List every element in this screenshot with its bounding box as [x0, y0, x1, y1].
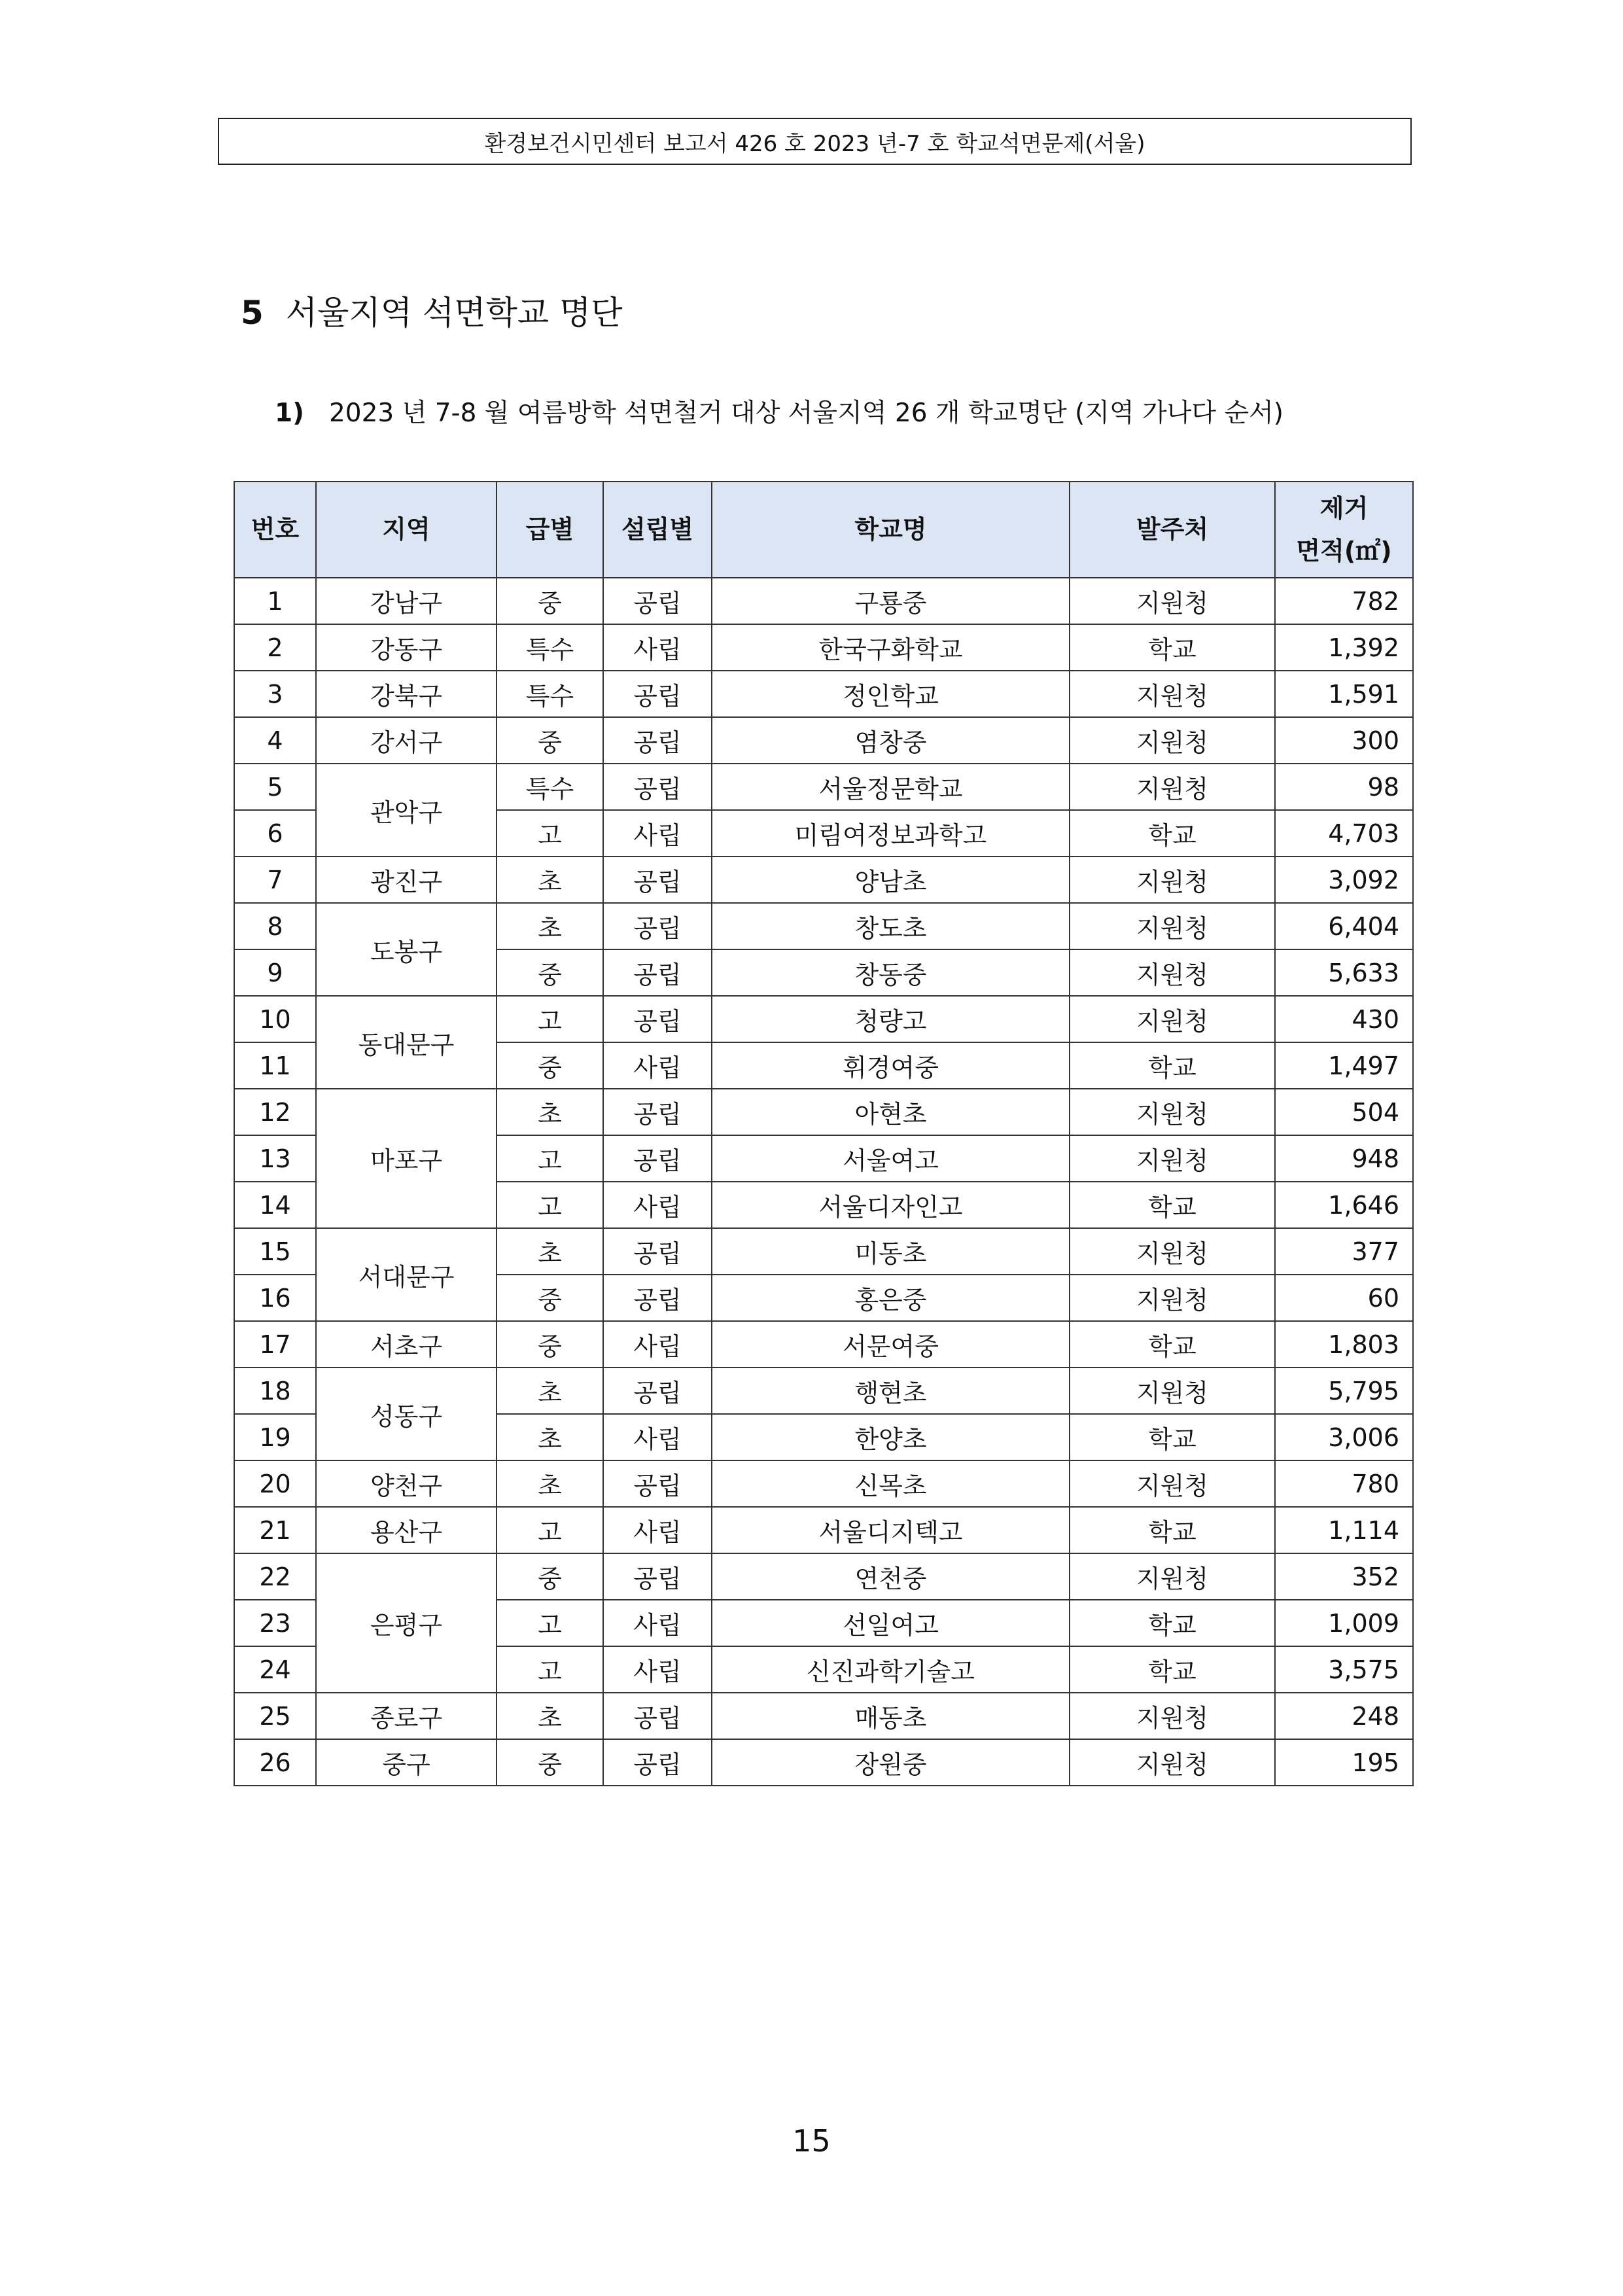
cell-level: 중: [497, 717, 603, 764]
table-row: [234, 1507, 1413, 1553]
table-row: [234, 903, 1413, 949]
school-list-table: [234, 481, 1414, 1786]
cell-school: 서울여고: [712, 1135, 1070, 1182]
cell-no: 4: [234, 717, 316, 764]
cell-school: 서울디지텍고: [712, 1507, 1070, 1553]
cell-area: 1,009: [1275, 1600, 1413, 1646]
cell-type: 공립: [603, 857, 712, 903]
cell-school: 창도초: [712, 903, 1070, 949]
cell-type: 공립: [603, 1368, 712, 1414]
cell-client: 학교: [1070, 1600, 1275, 1646]
cell-area: 782: [1275, 578, 1413, 624]
cell-client: 지원청: [1070, 671, 1275, 717]
cell-area: 300: [1275, 717, 1413, 764]
cell-client: 지원청: [1070, 857, 1275, 903]
cell-area: 504: [1275, 1089, 1413, 1135]
cell-client: 지원청: [1070, 578, 1275, 624]
cell-level: 고: [497, 1507, 603, 1553]
cell-level: 초: [497, 1089, 603, 1135]
cell-level: 중: [497, 1739, 603, 1786]
cell-type: 사립: [603, 1600, 712, 1646]
cell-no: 10: [234, 996, 316, 1042]
cell-area: 1,497: [1275, 1042, 1413, 1089]
table-row: [234, 671, 1413, 717]
header-type: 설립별: [603, 482, 712, 578]
cell-no: 8: [234, 903, 316, 949]
header-region: 지역: [316, 482, 497, 578]
cell-level: 중: [497, 949, 603, 996]
cell-type: 사립: [603, 1507, 712, 1553]
cell-client: 지원청: [1070, 717, 1275, 764]
table-row: [234, 996, 1413, 1042]
cell-region: 도봉구: [316, 903, 497, 996]
cell-level: 중: [497, 1042, 603, 1089]
cell-school: 정인학교: [712, 671, 1070, 717]
table-header-row: [234, 482, 1413, 578]
cell-region: 양천구: [316, 1460, 497, 1507]
cell-client: 지원청: [1070, 1553, 1275, 1600]
cell-client: 학교: [1070, 1321, 1275, 1368]
cell-school: 신목초: [712, 1460, 1070, 1507]
cell-type: 공립: [603, 1228, 712, 1275]
cell-no: 2: [234, 624, 316, 671]
cell-area: 248: [1275, 1693, 1413, 1739]
header-client: 발주처: [1070, 482, 1275, 578]
cell-region: 중구: [316, 1739, 497, 1786]
cell-school: 선일여고: [712, 1600, 1070, 1646]
cell-no: 25: [234, 1693, 316, 1739]
section-heading: [241, 287, 623, 334]
cell-type: 사립: [603, 810, 712, 857]
cell-type: 공립: [603, 1693, 712, 1739]
subsection-heading: [275, 393, 1283, 429]
cell-area: 195: [1275, 1739, 1413, 1786]
cell-level: 중: [497, 1321, 603, 1368]
cell-type: 공립: [603, 671, 712, 717]
cell-school: 신진과학기술고: [712, 1646, 1070, 1693]
cell-client: 지원청: [1070, 1135, 1275, 1182]
cell-school: 청량고: [712, 996, 1070, 1042]
cell-type: 공립: [603, 996, 712, 1042]
header-level: 급별: [497, 482, 603, 578]
cell-region: 동대문구: [316, 996, 497, 1089]
cell-region: 강동구: [316, 624, 497, 671]
cell-no: 15: [234, 1228, 316, 1275]
cell-no: 21: [234, 1507, 316, 1553]
cell-region: 마포구: [316, 1089, 497, 1228]
cell-area: 6,404: [1275, 903, 1413, 949]
cell-level: 중: [497, 1553, 603, 1600]
cell-no: 17: [234, 1321, 316, 1368]
cell-level: 초: [497, 903, 603, 949]
table-row: [234, 624, 1413, 671]
cell-client: 지원청: [1070, 1228, 1275, 1275]
cell-school: 창동중: [712, 949, 1070, 996]
cell-no: 6: [234, 810, 316, 857]
cell-client: 학교: [1070, 810, 1275, 857]
cell-client: 지원청: [1070, 1275, 1275, 1321]
cell-client: 학교: [1070, 1182, 1275, 1228]
cell-no: 20: [234, 1460, 316, 1507]
cell-client: 학교: [1070, 1042, 1275, 1089]
cell-type: 공립: [603, 1089, 712, 1135]
report-header: [218, 118, 1412, 165]
cell-area: 1,803: [1275, 1321, 1413, 1368]
section-title-text: 서울지역 석면학교 명단: [285, 294, 623, 332]
cell-no: 16: [234, 1275, 316, 1321]
cell-type: 사립: [603, 1646, 712, 1693]
header-area: [1275, 482, 1413, 578]
cell-type: 공립: [603, 1460, 712, 1507]
header-no: 번호: [234, 482, 316, 578]
cell-region: 은평구: [316, 1553, 497, 1693]
cell-client: 지원청: [1070, 1368, 1275, 1414]
subsection-title-text: 2023 년 7-8 월 여름방학 석면철거 대상 서울지역 26 개 학교명단 (지역 가나다 순서): [328, 398, 1284, 428]
cell-school: 염창중: [712, 717, 1070, 764]
cell-no: 12: [234, 1089, 316, 1135]
cell-area: 60: [1275, 1275, 1413, 1321]
cell-school: 연천중: [712, 1553, 1070, 1600]
cell-school: 행현초: [712, 1368, 1070, 1414]
table-body: [234, 578, 1413, 1786]
cell-level: 특수: [497, 764, 603, 810]
cell-area: 1,392: [1275, 624, 1413, 671]
cell-client: 학교: [1070, 1646, 1275, 1693]
cell-school: 서문여중: [712, 1321, 1070, 1368]
cell-school: 한국구화학교: [712, 624, 1070, 671]
cell-client: 지원청: [1070, 764, 1275, 810]
cell-area: 377: [1275, 1228, 1413, 1275]
cell-no: 18: [234, 1368, 316, 1414]
cell-region: 강북구: [316, 671, 497, 717]
cell-no: 26: [234, 1739, 316, 1786]
cell-school: 양남초: [712, 857, 1070, 903]
table-row: [234, 1693, 1413, 1739]
cell-client: 지원청: [1070, 1739, 1275, 1786]
cell-level: 초: [497, 1693, 603, 1739]
section-number: 5: [241, 294, 264, 332]
cell-client: 지원청: [1070, 903, 1275, 949]
header-area-line2: 면적(㎡): [1296, 536, 1392, 565]
cell-level: 중: [497, 578, 603, 624]
cell-school: 미동초: [712, 1228, 1070, 1275]
table-row: [234, 717, 1413, 764]
cell-client: 지원청: [1070, 949, 1275, 996]
cell-area: 3,092: [1275, 857, 1413, 903]
cell-no: 1: [234, 578, 316, 624]
cell-type: 사립: [603, 624, 712, 671]
cell-client: 지원청: [1070, 1089, 1275, 1135]
cell-no: 14: [234, 1182, 316, 1228]
header-school: 학교명: [712, 482, 1070, 578]
cell-area: 1,591: [1275, 671, 1413, 717]
cell-no: 24: [234, 1646, 316, 1693]
cell-no: 23: [234, 1600, 316, 1646]
cell-school: 휘경여중: [712, 1042, 1070, 1089]
table-row: [234, 857, 1413, 903]
cell-type: 공립: [603, 903, 712, 949]
table-row: [234, 1553, 1413, 1600]
cell-area: 5,795: [1275, 1368, 1413, 1414]
cell-area: 352: [1275, 1553, 1413, 1600]
cell-school: 서울디자인고: [712, 1182, 1070, 1228]
cell-region: 서초구: [316, 1321, 497, 1368]
cell-no: 11: [234, 1042, 316, 1089]
cell-area: 3,575: [1275, 1646, 1413, 1693]
cell-level: 고: [497, 996, 603, 1042]
table-row: [234, 1228, 1413, 1275]
cell-no: 19: [234, 1414, 316, 1460]
cell-level: 고: [497, 1182, 603, 1228]
cell-no: 22: [234, 1553, 316, 1600]
cell-level: 초: [497, 1460, 603, 1507]
subsection-number: 1): [275, 398, 304, 428]
cell-region: 성동구: [316, 1368, 497, 1460]
cell-region: 용산구: [316, 1507, 497, 1553]
cell-area: 4,703: [1275, 810, 1413, 857]
table-row: [234, 578, 1413, 624]
table-row: [234, 764, 1413, 810]
cell-level: 고: [497, 1600, 603, 1646]
cell-type: 공립: [603, 1739, 712, 1786]
cell-area: 98: [1275, 764, 1413, 810]
header-area-line1: 제거: [1319, 493, 1369, 523]
cell-no: 13: [234, 1135, 316, 1182]
cell-type: 사립: [603, 1321, 712, 1368]
cell-region: 관악구: [316, 764, 497, 857]
page-number: 15: [792, 2123, 831, 2159]
cell-level: 고: [497, 1135, 603, 1182]
cell-level: 초: [497, 1414, 603, 1460]
cell-school: 미림여정보과학고: [712, 810, 1070, 857]
cell-no: 7: [234, 857, 316, 903]
cell-client: 지원청: [1070, 996, 1275, 1042]
cell-type: 공립: [603, 1135, 712, 1182]
cell-school: 서울정문학교: [712, 764, 1070, 810]
cell-level: 특수: [497, 624, 603, 671]
cell-level: 고: [497, 1646, 603, 1693]
table-row: [234, 1460, 1413, 1507]
cell-type: 공립: [603, 717, 712, 764]
cell-type: 사립: [603, 1182, 712, 1228]
cell-no: 5: [234, 764, 316, 810]
cell-school: 매동초: [712, 1693, 1070, 1739]
cell-client: 학교: [1070, 1414, 1275, 1460]
cell-school: 구룡중: [712, 578, 1070, 624]
cell-level: 특수: [497, 671, 603, 717]
cell-level: 초: [497, 1368, 603, 1414]
report-header-text: 환경보건시민센터 보고서 426 호 2023 년-7 호 학교석면문제(서울): [484, 130, 1145, 157]
cell-no: 3: [234, 671, 316, 717]
cell-area: 430: [1275, 996, 1413, 1042]
cell-type: 공립: [603, 949, 712, 996]
cell-area: 5,633: [1275, 949, 1413, 996]
cell-client: 학교: [1070, 1507, 1275, 1553]
cell-school: 아현초: [712, 1089, 1070, 1135]
cell-region: 광진구: [316, 857, 497, 903]
cell-type: 공립: [603, 764, 712, 810]
cell-region: 강서구: [316, 717, 497, 764]
cell-level: 초: [497, 857, 603, 903]
cell-area: 3,006: [1275, 1414, 1413, 1460]
cell-level: 고: [497, 810, 603, 857]
cell-client: 지원청: [1070, 1460, 1275, 1507]
cell-no: 9: [234, 949, 316, 996]
cell-level: 초: [497, 1228, 603, 1275]
cell-school: 한양초: [712, 1414, 1070, 1460]
cell-type: 공립: [603, 1275, 712, 1321]
table-row: [234, 1089, 1413, 1135]
cell-school: 홍은중: [712, 1275, 1070, 1321]
cell-region: 강남구: [316, 578, 497, 624]
cell-area: 1,114: [1275, 1507, 1413, 1553]
cell-area: 1,646: [1275, 1182, 1413, 1228]
cell-type: 사립: [603, 1042, 712, 1089]
cell-client: 학교: [1070, 624, 1275, 671]
table-row: [234, 1321, 1413, 1368]
cell-region: 종로구: [316, 1693, 497, 1739]
cell-level: 중: [497, 1275, 603, 1321]
cell-type: 공립: [603, 1553, 712, 1600]
table-row: [234, 1739, 1413, 1786]
cell-type: 공립: [603, 578, 712, 624]
cell-school: 장원중: [712, 1739, 1070, 1786]
cell-type: 사립: [603, 1414, 712, 1460]
cell-client: 지원청: [1070, 1693, 1275, 1739]
cell-region: 서대문구: [316, 1228, 497, 1321]
cell-area: 948: [1275, 1135, 1413, 1182]
table-row: [234, 1368, 1413, 1414]
cell-area: 780: [1275, 1460, 1413, 1507]
